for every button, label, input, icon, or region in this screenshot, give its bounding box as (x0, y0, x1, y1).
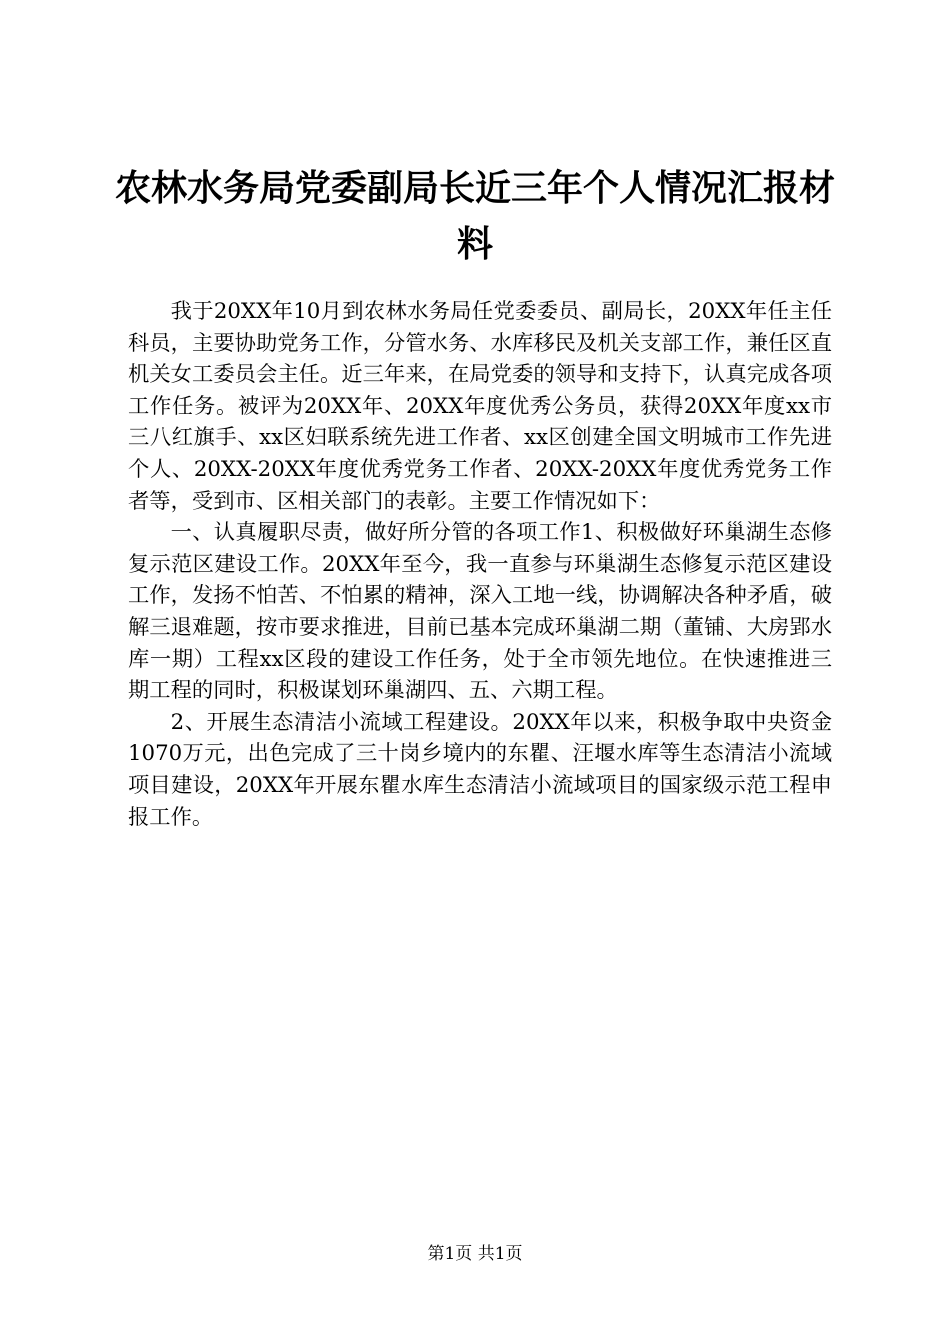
paragraph-section-one: 一、认真履职尽责，做好所分管的各项工作1、积极做好环巢湖生态修复示范区建设工作。20XX年至今，我一直参与环巢湖生态修复示范区建设工作，发扬不怕苦、不怕累的精神，深入工地一线，协调解决各种矛盾，破解三退难题，按市要求推进，目前已基本完成环巢湖二期（董铺、大房郢水库一期）工程xx区段的建设工作任务，处于全市领先地位。在快速推进三期工程的同时，积极谋划环巢湖四、五、六期工程。 (128, 520, 832, 704)
document-body (128, 296, 832, 833)
paragraph-item-two: 2、开展生态清洁小流域工程建设。20XX年以来，积极争取中央资金1070万元，出色完成了三十岗乡境内的东瞿、汪堰水库等生态清洁小流域项目建设，20XX年开展东瞿水库生态清洁小流域项目的国家级示范工程申报工作。 (128, 709, 832, 830)
document-title: 农林水务局党委副局长近三年个人情况汇报材料 (114, 167, 835, 265)
paragraph-intro: 我于20XX年10月到农林水务局任党委委员、副局长，20XX年任主任科员，主要协助党务工作，分管水务、水库移民及机关支部工作，兼任区直机关女工委员会主任。近三年来，在局党委的领导和支持下，认真完成各项工作任务。被评为20XX年、20XX年度优秀公务员，获得20XX年度xx市三八红旗手、xx区妇联系统先进工作者、xx区创建全国文明城市工作先进个人、20XX-20XX年度优秀党务工作者、20XX-20XX年度优秀党务工作者等，受到市、区相关部门的表彰。主要工作情况如下： (128, 299, 832, 514)
page-footer: 第1页 共1页 (427, 1244, 523, 1264)
